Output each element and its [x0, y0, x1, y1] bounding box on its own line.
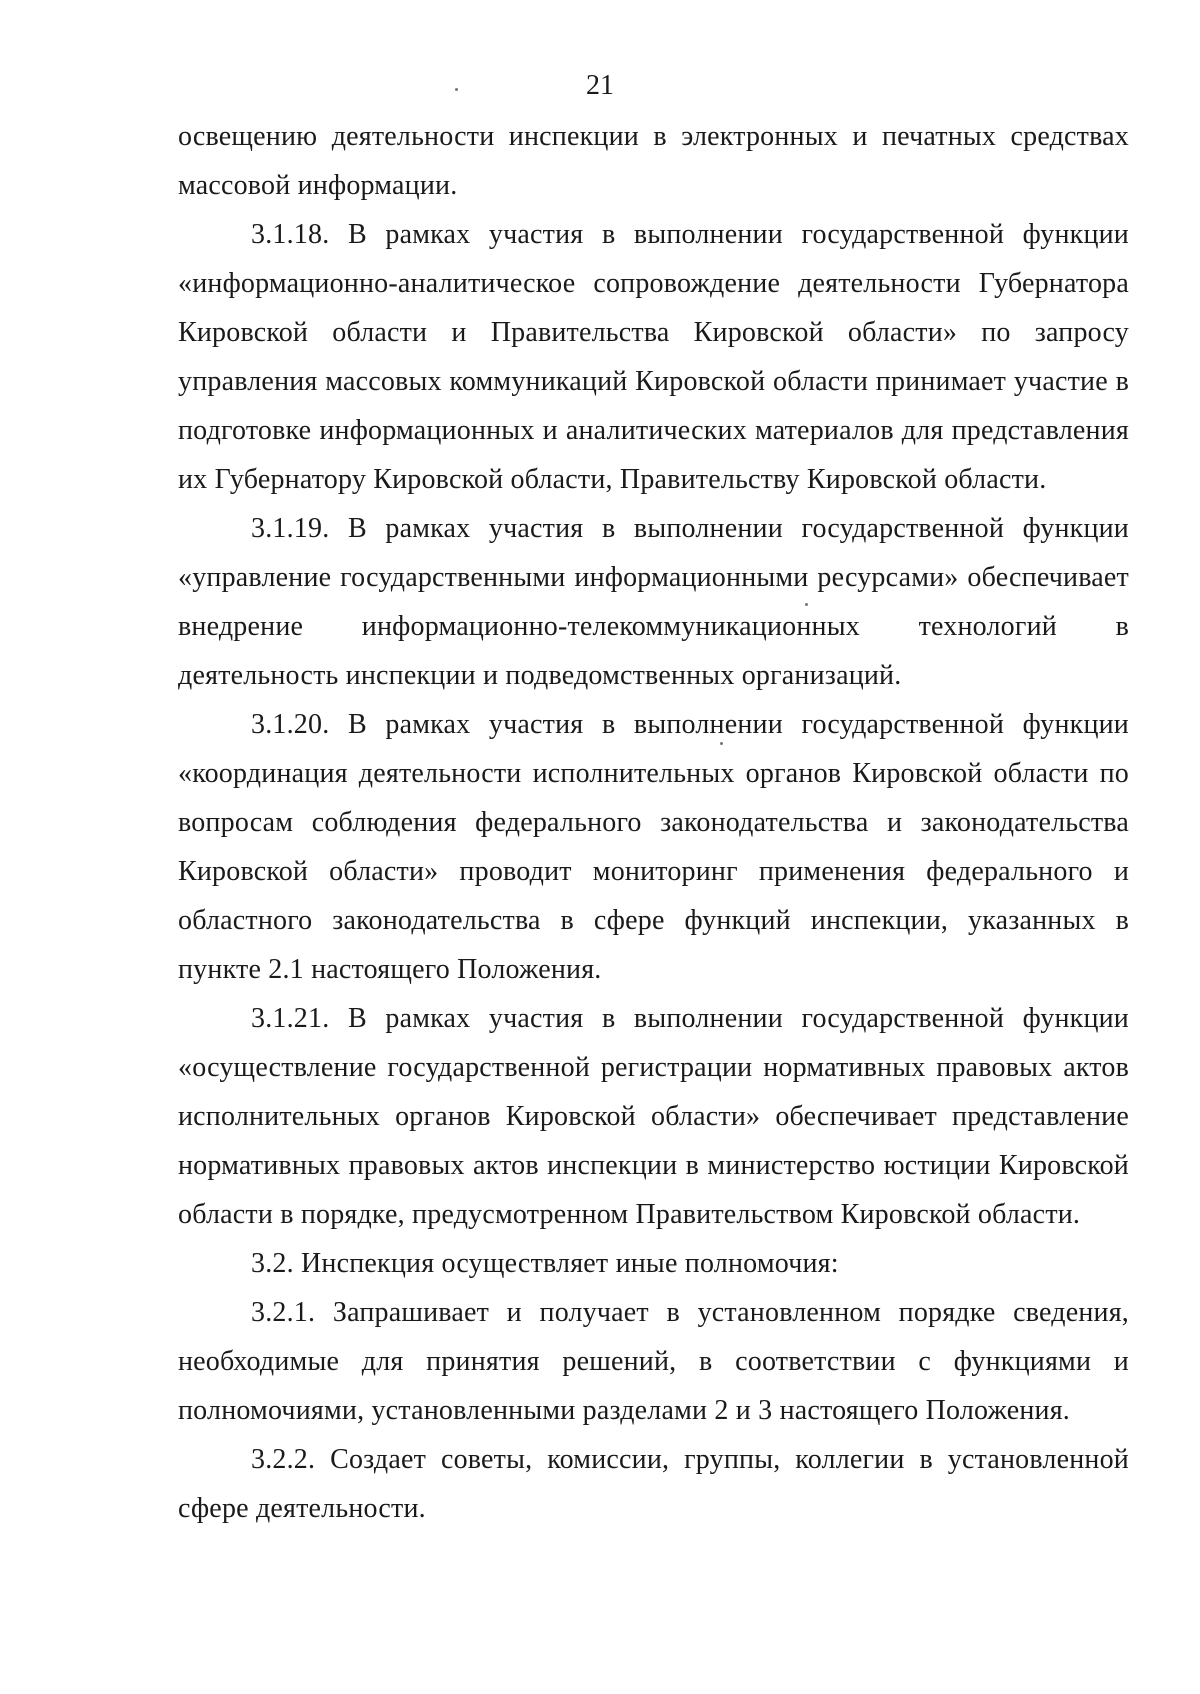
- paragraph-3-1-18: 3.1.18. В рамках участия в выполнении государственной функции «информационно-аналитическое сопровождение деятельности Губернатора Кировской области и Правительства Кировской области» по запросу управления массовых коммуникаций Кировской области принимает участие в подготовке информационных и аналитических материалов для представления их Губернатору Кировской области, Правительству Кировской области.: [178, 219, 1129, 495]
- paragraph-continuation: освещению деятельности инспекции в электронных и печатных средствах массовой информации.: [178, 121, 1129, 201]
- paragraph-3-1-20: 3.1.20. В рамках участия в выполнении государственной функции «координация деятельности исполнительных органов Кировской области по вопросам соблюдения федерального законодательства и законодательства Кировской области» проводит мониторинг применения федерального и областного законодательства в сфере функций инспекции, указанных в пункте 2.1 настоящего Положения.: [178, 709, 1129, 985]
- page-number: 21: [586, 70, 614, 101]
- document-body: [178, 112, 1129, 1533]
- paragraph-3-1-21: 3.1.21. В рамках участия в выполнении государственной функции «осуществление государственной регистрации нормативных правовых актов исполнительных органов Кировской области» обеспечивает представление нормативных правовых актов инспекции в министерство юстиции Кировской области в порядке, предусмотренном Правительством Кировской области.: [178, 1003, 1129, 1230]
- paragraph-3-1-19: 3.1.19. В рамках участия в выполнении государственной функции «управление государственными информационными ресурсами» обеспечивает внедрение информационно-телекоммуникационных технологий в деятельность инспекции и подведомственных организаций.: [178, 513, 1129, 691]
- paragraph-3-2-2: 3.2.2. Создает советы, комиссии, группы, коллегии в установленной сфере деятельности.: [178, 1444, 1129, 1524]
- paragraph-3-2-1: 3.2.1. Запрашивает и получает в установленном порядке сведения, необходимые для принятия решений, в соответствии с функциями и полномочиями, установленными разделами 2 и 3 настоящего Положения.: [178, 1297, 1129, 1426]
- paragraph-3-2: 3.2. Инспекция осуществляет иные полномочия:: [251, 1248, 839, 1279]
